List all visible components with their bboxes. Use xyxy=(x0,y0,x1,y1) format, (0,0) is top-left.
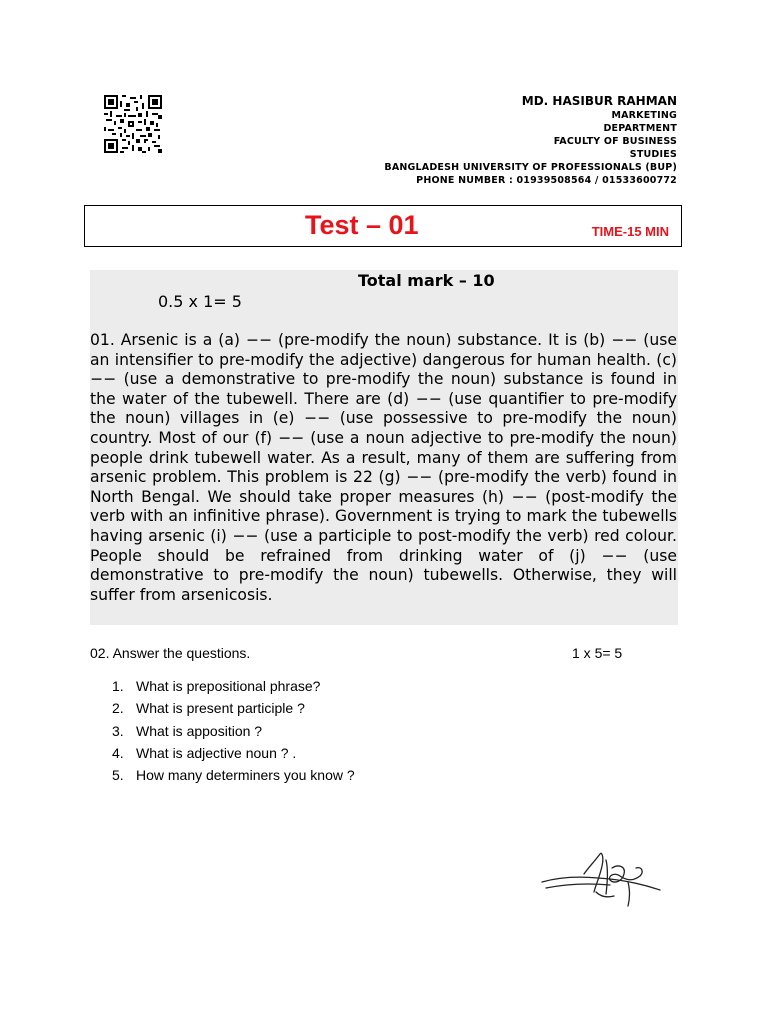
question-list xyxy=(112,675,355,786)
header-line: FACULTY OF BUSINESS xyxy=(553,136,677,147)
mark-formula: 0.5 x 1= 5 xyxy=(158,292,242,311)
list-item xyxy=(112,675,355,697)
time-limit: TIME-15 MIN xyxy=(591,224,669,239)
item-number: 4. xyxy=(112,744,124,761)
header-line: MARKETING xyxy=(611,110,677,121)
title-box xyxy=(84,205,682,247)
list-item xyxy=(112,697,355,719)
signature-image xyxy=(536,838,676,912)
header-line: DEPARTMENT xyxy=(603,123,677,134)
item-text: How many determiners you know ? xyxy=(136,767,355,784)
list-item xyxy=(112,764,355,786)
list-item xyxy=(112,742,355,764)
item-text: What is prepositional phrase? xyxy=(136,678,321,694)
author-name: MD. HASIBUR RAHMAN xyxy=(521,94,677,108)
qr-code-icon xyxy=(104,95,162,153)
item-text: What is apposition ? xyxy=(136,722,263,739)
question-two-heading: 02. Answer the questions. xyxy=(90,645,251,661)
item-number: 2. xyxy=(112,700,124,717)
item-text: What is adjective noun ? . xyxy=(136,744,297,761)
test-title: Test – 01 xyxy=(305,210,419,240)
list-item xyxy=(112,720,355,742)
item-number: 5. xyxy=(112,767,124,784)
question-two-marks: 1 x 5= 5 xyxy=(572,645,623,661)
header-phone: PHONE NUMBER : 01939508564 / 01533600772 xyxy=(416,175,677,186)
item-number: 1. xyxy=(112,678,124,694)
item-text: What is present participle ? xyxy=(136,700,305,717)
header-line: STUDIES xyxy=(629,149,677,160)
header-line: BANGLADESH UNIVERSITY OF PROFESSIONALS (BUP) xyxy=(384,162,677,173)
item-number: 3. xyxy=(112,722,124,739)
author-header xyxy=(384,93,677,187)
question-one-paragraph: 01. Arsenic is a (a) −− (pre-modify the noun) substance. It is (b) −− (use an intensifier to pre-modify the adjective) dangerous for human health. (c) −− (use a demonstrative to pre-modify the noun) substance is found in the water of the tubewell. There are (d) −− (use quantifier to pre-modify the noun) villages in (e) −− (use possessive to pre-modify the noun) country. Most of our (f) −− (use a noun adjective to pre-modify the noun) people drink tubewell water. As a result, many of them are suffering from arsenic problem. This problem is 22 (g) −− (pre-modify the verb) found in North Bengal. We should take proper measures (h) −− (post-modify the verb with an infinitive phrase). Government is trying to mark the tubewells having arsenic (i) −− (use a participle to post-modify the verb) red colour. People should be refrained from drinking water of (j) −− (use demonstrative to pre-modify the noun) tubewells. Otherwise, they will suffer from arsenicosis. xyxy=(90,331,677,604)
total-mark: Total mark – 10 xyxy=(358,271,495,290)
